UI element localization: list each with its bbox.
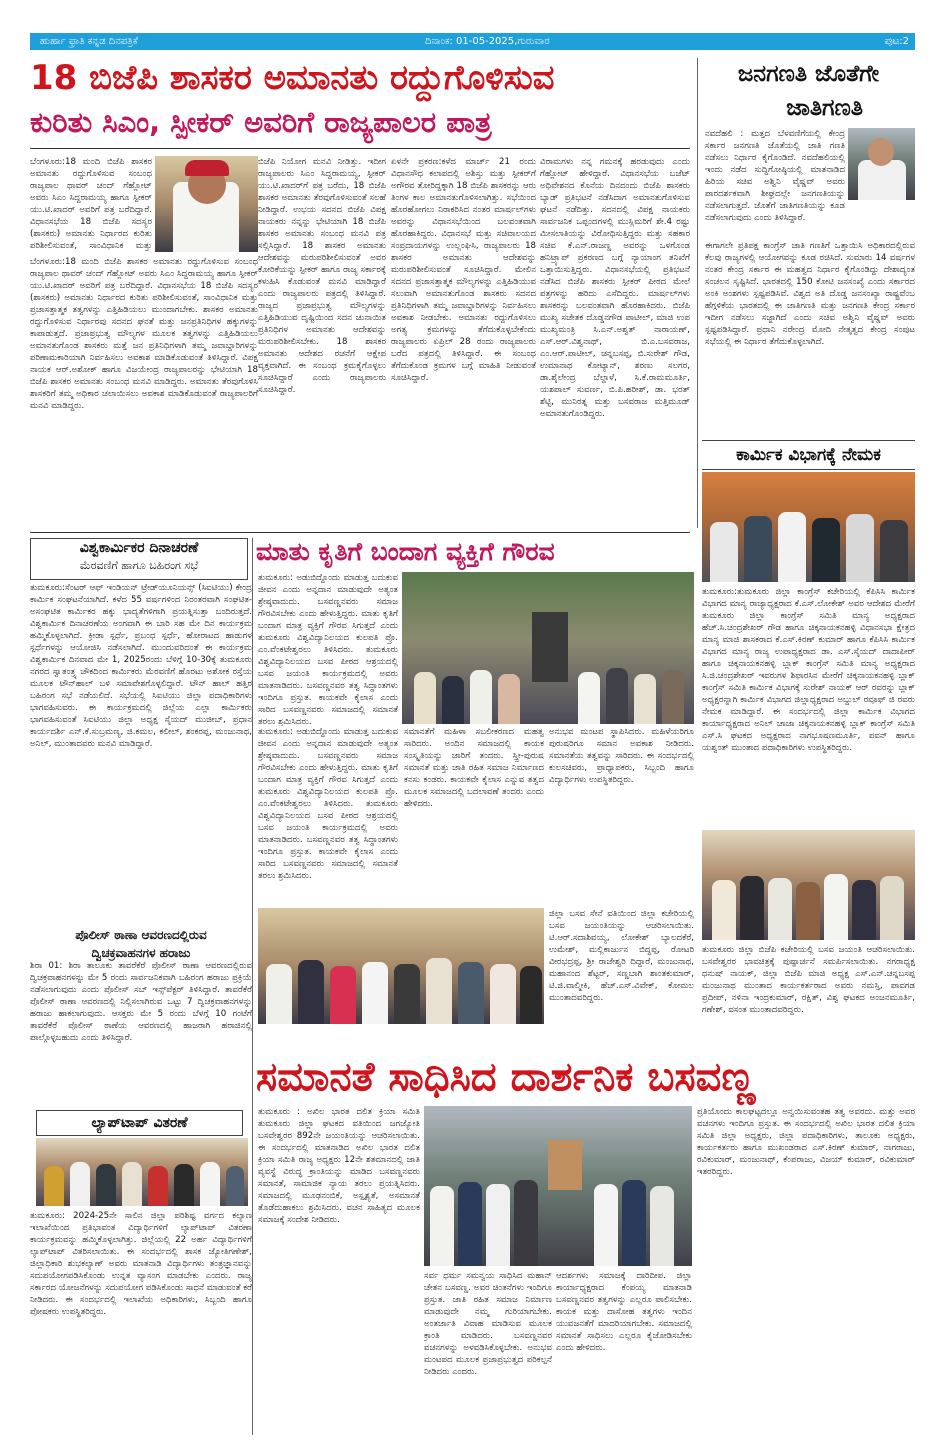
dignity-headline: ಮಾತು ಕೃತಿಗೆ ಬಂದಾಗ ವ್ಯಕ್ತಿಗೆ ಗೌರವ bbox=[256, 537, 555, 566]
laptop-headline: ಲ್ಯಾಪ್‌ಟಾಪ್ ವಿತರಣೆ bbox=[91, 1115, 188, 1131]
main-story-col1: ಬೆಂಗಳೂರು:18 ಮಂದಿ ಬಿಜೆಪಿ ಶಾಸಕರ ಅಮಾನತು ರದ್ದುಗೊಳಿಸುವ ಸಂಬಂಧ ರಾಜ್ಯಪಾಲ ಥಾವರ್ ಚಂದ್ ಗೆಹ್ಲೋಟ್ ಅವರು ಸಿಎಂ ಸಿದ್ದರಾಮಯ್ಯ ಹಾಗೂ ಸ್ಪೀಕರ್ ಯು.ಟಿ.ಖಾದರ್ ಅವರಿಗೆ ಪತ್ರ ಬರೆದಿದ್ದಾರೆ. ವಿಧಾನಸಭೆಯ 18 ಬಿಜೆಪಿ ಸದಸ್ಯರ (ಶಾಸಕರು) ಅಮಾನತು ನಿರ್ಧಾರದ ಕುರಿತು ಪರಿಶೀಲಿಸುವಂತೆ, ಸಾಂವಿಧಾನಿಕ ಮತ್ತು ಪ್ರಜಾಸತ್ತಾತ್ಮಕ ತತ್ವಗಳನ್ನು ಎತ್ತಿಹಿಡಿಯಲು ಮುಂದಾಗಬೇಕು. ಶಾಸಕರ ಅಮಾನತು ರದ್ದುಗೊಳಿಸುವ ನಿರ್ಧಾರವು ಸದನದ ಘನತೆ ಮತ್ತು ಜನಪ್ರತಿನಿಧಿಗಳ ಹಕ್ಕುಗಳನ್ನು ಕಾಪಾಡುತ್ತದೆ. ಪ್ರಜಾಪ್ರಭುತ್ವ ಮೌಲ್ಯಗಳ ಮೂಲಕ ತತ್ವಗಳನ್ನು ಎತ್ತಿಹಿಡಿಯಲು ಅಮಾನತುಗೊಂಡ ಶಾಸಕರು ಮತ್ತೆ ಜನ ಪ್ರತಿನಿಧಿಗಳಾಗಿ ತಮ್ಮ ಜವಾಬ್ದಾರಿಗಳನ್ನು ಪರಿಣಾಮಕಾರಿಯಾಗಿ ನಿರ್ವಹಿಸಲು ಅವಕಾಶ ಮಾಡಿಕೊಡುವಂತೆ ತಿಳಿಸಿದ್ದಾರೆ. ವಿಪಕ್ಷ ನಾಯಕ ಆರ್.ಅಶೋಕ್ ಹಾಗೂ ವಿಜಯೇಂದ್ರ ರಾಜ್ಯಪಾಲರನ್ನು ಭೇಟಿಯಾಗಿ 18 ಬಿಜೆಪಿ ಶಾಸಕರ ಅಮಾನತು ಸಂಬಂಧ ಮನವಿ ಮಾಡಿದ್ದರು. ಅಮಾನತು ತೆರವುಗೊಳಿಸಿ ಶಾಸಕರಿಗೆ ತಮ್ಮ ಅಧಿಕಾರ ಚಲಾಯಿಸಲು ಅವಕಾಶ ಮಾಡಿಕೊಡುವಂತೆ ರಾಜ್ಯಪಾಲರಿಗೆ ಮನವಿ ಮಾಡಿದ್ದರು. bbox=[30, 257, 258, 411]
laptop-distribution-photo bbox=[36, 1138, 248, 1206]
laptop-body: ತುಮಕೂರು: 2024-25ನೇ ಸಾಲಿನ ಜಿಲ್ಲಾ ಪರಿಶಿಷ್ಟ ವರ್ಗದ ಕಲ್ಯಾಣ ಇಲಾಖೆಯಿಂದ ಪ್ರತಿಭಾವಂತ ವಿದ್ಯಾರ್ಥಿಗಳಿಗೆ ಲ್ಯಾಪ್‌ಟಾಪ್ ವಿತರಣಾ ಕಾರ್ಯಕ್ರಮವನ್ನು ಹಮ್ಮಿಕೊಳ್ಳಲಾಗಿತ್ತು. ಜಿಲ್ಲೆಯಲ್ಲಿ 22 ಅರ್ಹ ವಿದ್ಯಾರ್ಥಿಗಳಿಗೆ ಲ್ಯಾಪ್‌ಟಾಪ್ ವಿತರಿಸಲಾಯಿತು. ಈ ಸಂದರ್ಭದಲ್ಲಿ ಶಾಸಕ ಜ್ಯೋತಿಗಣೇಶ್, ಜಿಲ್ಲಾಧಿಕಾರಿ ಶುಭಕಲ್ಯಾಣ್ ಅವರು ಮಾತನಾಡಿ ವಿದ್ಯಾರ್ಥಿಗಳು ತಂತ್ರಜ್ಞಾನವನ್ನು ಸದುಪಯೋಗಪಡಿಸಿಕೊಂಡು ಉನ್ನತ ವ್ಯಾಸಂಗ ಮಾಡಬೇಕು ಎಂದರು. ರಾಜ್ಯ ಸರ್ಕಾರದ ಯೋಜನೆಗಳನ್ನು ಸದುಪಯೋಗ ಪಡಿಸಿಕೊಂಡು ಸಾಧನೆ ಮಾಡುವಂತೆ ಕರೆ ನೀಡಿದರು. ಈ ಸಂದರ್ಭದಲ್ಲಿ ಇಲಾಖೆಯ ಅಧಿಕಾರಿಗಳು, ಸಿಬ್ಬಂದಿ ಹಾಗೂ ಪೋಷಕರು ಉಪಸ್ಥಿತರಿದ್ದರು. bbox=[30, 1211, 252, 1317]
basava-sene-caption: ಜಿಲ್ಲಾ ಬಸವ ಸೇನೆ ವತಿಯಿಂದ ಜಿಲ್ಲಾ ಕಚೇರಿಯಲ್ಲಿ ಬಸವ ಜಯಂತಿಯನ್ನು ಆಚರಿಸಲಾಯಿತು. ಟಿ.ಆರ್.ಸದಾಶಿವಯ್ಯ, ಲೋಕೇಶ್ ಬ್ಯಾಲದಕೆರೆ, ಉಮೇಶ್, ಮಲ್ಲಿಕಾರ್ಜುನ ಬಿದ್ದಪ್ಪ, ರೋಟರಿ ವೀರಭದ್ರಪ್ಪ, ಶ್ರೀ ರಾಜೇಶ್ವರಿ ದಿದ್ದಾರೆ, ಮಂಜುನಾಥ, ಮಹಾನಂದ ಶೆಟ್ಟರ್, ಸಣ್ಣಬಾಗಿ ಶಾಂತಕುಮಾರ್, ಟಿ.ಜಿ.ವಾಲ್ಮೀಕಿ, ಹೆಚ್.ಎಸ್.ವಿವೇಕ್, ಕೋಮಲ ಮುಂತಾದವರಿದ್ದರು. bbox=[549, 909, 694, 1003]
vishwakarma-headline-line2: ಮೆರವಣಿಗೆ ಹಾಗೂ ಬಹಿರಂಗ ಸಭೆ bbox=[79, 559, 199, 572]
vishwakarma-headline-box bbox=[30, 538, 248, 580]
issue-date: ದಿನಾಂಕ: 01-05-2025,ಗುರುವಾರ bbox=[425, 36, 550, 47]
newspaper-name: ಹುರ್ಹಾ ಫ್ರಾತಿ ಕನ್ನಡ ದಿನಪತ್ರಿಕೆ bbox=[40, 36, 138, 47]
basava-sene-photo bbox=[258, 908, 544, 1024]
appointment-body: ತುಮಕೂರು:ತುಮಕೂರು ಜಿಲ್ಲಾ ಕಾಂಗ್ರೆಸ್ ಕಚೇರಿಯಲ್ಲಿ ಕೆಪಿಸಿಸಿ ಕಾರ್ಮಿಕ ವಿಭಾಗದ ಮಾನ್ಯ ರಾಜ್ಯಾಧ್ಯಕ್ಷರಾದ ಕೆ.ಎಸ್.ಲೋಕೇಶ್ ಅವರ ಆದೇಶದ ಮೇರೆಗೆ ತುಮಕೂರು ಜಿಲ್ಲಾ ಕಾಂಗ್ರೆಸ್ ಸಮಿತಿ ಮಾನ್ಯ ಅಧ್ಯಕ್ಷರಾದ ಹೆಚ್.ಸಿ.ಚಂದ್ರಶೇಖರ್ ಗೌಡ ಹಾಗೂ ಚಿಕ್ಕನಾಯಕನಹಳ್ಳಿ ವಿಧಾನಸಭಾ ಕ್ಷೇತ್ರದ ಮಾನ್ಯ ಮಾಜಿ ಶಾಸಕರಾದ ಕೆ.ಎಸ್.ಕಿರಣ್ ಕುಮಾರ್ ಹಾಗೂ ಕೆಪಿಸಿಸಿ ಕಾರ್ಮಿಕ ವಿಭಾಗದ ಮಾನ್ಯ ರಾಜ್ಯ ಉಪಾಧ್ಯಕ್ಷರಾದ ಡಾ. ಎಸ್.ಸೈಯದ್ ದಾದಾಪೀರ್ ಹಾಗೂ ಚಿಕ್ಕನಾಯಕನಹಳ್ಳಿ ಬ್ಲಾಕ್ ಕಾಂಗ್ರೆಸ್ ಸಮಿತಿ ಮಾನ್ಯ ಅಧ್ಯಕ್ಷರಾದ ಸಿ.ಜಿ.ಚಂದ್ರಶೇಖರ್ ಇವರುಗಳ ಶಿಫಾರಸಿನ ಮೇರೆಗೆ ಚಿಕ್ಕನಾಯಕನಹಳ್ಳಿ ಬ್ಲಾಕ್ ಕಾಂಗ್ರೆಸ್ ಸಮಿತಿ ಕಾರ್ಮಿಕ ವಿಭಾಗಕ್ಕೆ ಸುರೇಶ್ ನಾಯಕ್ ಆರ್ ರವರನ್ನು ಬ್ಲಾಕ್ ಅಧ್ಯಕ್ಷರನ್ನಾಗಿ ಕಾರ್ಮಿಕ ವಿಭಾಗದ ಜಿಲ್ಲಾಧ್ಯಕ್ಷರಾದ ಅಬ್ದುಲ್ ರವೂಫ್ ಜಿ ರವರು ನೇಮಕ ಮಾಡಿದ್ದಾರೆ. ಈ ಸಂದರ್ಭದಲ್ಲಿ ಜಿಲ್ಲಾ ಕಾರ್ಮಿಕ ವಿಭಾಗದ ಕಾರ್ಯಾಧ್ಯಕ್ಷರಾದ ಅನಿಲ್ ಚಾಜಾ ಚಿಕ್ಕನಾಯಕನಹಳ್ಳಿ ಬ್ಲಾಕ್ ಕಾಂಗ್ರೆಸ್ ಸಮಿತಿ ಎಸ್.ಸಿ ಘಟಕದ ಅಧ್ಯಕ್ಷರಾದ ನಾಗಭೂಷಣಮೂರ್ತಿ, ಪವನ್ ಹಾಗೂ ಯಶ್ವಂತ್ ಮುಂತಾದ ಪದಾಧಿಕಾರಿಗಳು ಉಪಸ್ಥಿತರಿದ್ದರು. bbox=[702, 587, 915, 753]
appointment-headline: ಕಾರ್ಮಿಕ ವಿಭಾಗಕ್ಕೆ ನೇಮಕ bbox=[736, 445, 881, 465]
police-headline-line1: ಪೊಲೀಸ್ ಠಾಣಾ ಆವರಣದಲ್ಲಿರುವ bbox=[75, 928, 207, 942]
census-body: ಈಗಾಗಲೇ ಪ್ರತಿಪಕ್ಷ ಕಾಂಗ್ರೆಸ್ ಜಾತಿ ಗಣತಿಗೆ ಒತ್ತಾಯಿಸಿ ಅಧಿಕಾರದಲ್ಲಿರುವ ಕೆಲವು ರಾಜ್ಯಗಳಲ್ಲಿ ಆಯೋಗವನ್ನು ಕೂಡ ರಚಿಸಿದೆ. ಸುಮಾರು 14 ವರ್ಷಗಳ ನಂತರ ಕೇಂದ್ರ ಸರ್ಕಾರ ಈ ಮಹತ್ವದ ನಿರ್ಧಾರ ಕೈಗೊಂಡಿದ್ದು ದೇಶಾದ್ಯಂತ ಸಂಚಲನ ಸೃಷ್ಟಿಸಿದೆ. ಭಾರತದಲ್ಲಿ 150 ಕೋಟಿ ಜನಸಂಖ್ಯೆ ಎಂದು ಸರ್ಕಾರದ ಅಂಕಿ ಅಂಶಗಳು ಸ್ಪಷ್ಟಪಡಿಸಿವೆ. ವಿಶ್ವದ ಅತಿ ದೊಡ್ಡ ಜನಸಂಖ್ಯಾ ರಾಷ್ಟ್ರವೆಂಬ ಹೆಗ್ಗಳಿಕೆಯ ಭಾರತದಲ್ಲಿ ಈ ಜಾತಿಗಣತಿ ಮತ್ತು ಜನಗಣತಿ ಕೇಂದ್ರ ಸರ್ಕಾರ ಇದೀಗ ನಡೆಸಲು ಸಜ್ಜಾಗಿದೆ ಎಂದು ಸಚಿವ ಅಶ್ವಿನಿ ವೈಷ್ಣವ್ ಅವರು ಸ್ಪಷ್ಟಪಡಿಸಿದ್ದಾರೆ. ಪ್ರಧಾನಿ ನರೇಂದ್ರ ಮೋದಿ ನೇತೃತ್ವದ ಕೇಂದ್ರ ಸಂಪುಟ ಸಭೆಯಲ್ಲಿ ಈ ನಿರ್ಧಾರ ತೆಗೆದುಕೊಳ್ಳಲಾಗಿದೆ. bbox=[705, 241, 915, 347]
dignity-col1-cont: ತುಮಕೂರು: ಅಡುಬಿದ್ದೊಂದು ಮಾಡುತ್ತ ಬದುಕುವ ಜೀವನ ಎಂದು ಅನ್ನದಾನ ಮಾಡುವುದೇ ಅತ್ಯಂತ ಶ್ರೇಷ್ಠವಾದುದು. ಬಸವಣ್ಣನವರು ಸಮಾಜ ಗೌರವಿಸಬೇಕು ಎಂದು ಹೇಳುತ್ತಿದ್ದರು. ಮಾತು ಕೃತಿಗೆ ಬಂದಾಗ ಮಾತ್ರ ವ್ಯಕ್ತಿಗೆ ಗೌರವ ಸಿಗುತ್ತದೆ ಎಂದು ತುಮಕೂರು ವಿಶ್ವವಿದ್ಯಾನಿಲಯದ ಕುಲಪತಿ ಪ್ರೊ. ಎಂ.ವೆಂಕಟೇಶ್ವರಲು ತಿಳಿಸಿದರು. ತುಮಕೂರು ವಿಶ್ವವಿದ್ಯಾನಿಲಯದ ಬಸವ ಪೀಠದ ಆಶ್ರಯದಲ್ಲಿ ಬಸವ ಜಯಂತಿ ಕಾರ್ಯಕ್ರಮದಲ್ಲಿ ಅವರು ಮಾತನಾಡಿದರು. ಬಸವಣ್ಣನವರ ತತ್ವ ಸಿದ್ಧಾಂತಗಳು ಇಂದಿಗೂ ಪ್ರಸ್ತುತ. ಕಾಯಕವೇ ಕೈಲಾಸ ಎಂದು ಸಾರಿದ ಬಸವಣ್ಣನವರು ಸಮಾಜದಲ್ಲಿ ಸಮಾನತೆ ತರಲು ಶ್ರಮಿಸಿದರು. bbox=[258, 727, 398, 881]
police-headline-box bbox=[30, 926, 252, 960]
appointment-photo bbox=[702, 472, 915, 582]
dignity-col2: ಸಮಾನತೆಗೆ ಮಹಿಳಾ ಸಬಲೀಕರಣದ ಮಹತ್ವ ಸಾರಿದರು. ಅಂದಿನ ಸಮಾಜದಲ್ಲಿ ಕಾಯಕ ಸಂಸ್ಕೃತಿಯನ್ನು ಜಾರಿಗೆ ತಂದರು. ಸ್ತ್ರೀ-ಪುರುಷ ಸಮಾನತೆ ಮತ್ತು ಜಾತಿ ರಹಿತ ಸಮಾಜ ನಿರ್ಮಾಣದ ಕನಸು ಕಂಡರು. ಕಾಯಕವೇ ಕೈಲಾಸ ಎನ್ನುವ ತತ್ವದ ಮೂಲಕ ಸಮಾಜದಲ್ಲಿ ಬದಲಾವಣೆ ತಂದರು ಎಂದು ಹೇಳಿದರು. bbox=[404, 727, 544, 809]
basavanna-col2: ಸರ್ವ ಧರ್ಮ ಸಮನ್ವಯ ಸಾಧಿಸಿದ ಮಹಾನ್ ಚೇತನ ಬಸವಣ್ಣ. ಅವರ ಚಿಂತನೆಗಳು ಇಂದಿಗೂ ಪ್ರಸ್ತುತ. ಜಾತಿ ರಹಿತ ಸಮಾಜ ನಿರ್ಮಾಣ ಮಾಡುವುದೇ ನಮ್ಮ ಗುರಿಯಾಗಬೇಕು. ಅಂತರ್ಜಾತಿ ವಿವಾಹ ಮಾಡಿಸುವ ಮೂಲಕ ಕ್ರಾಂತಿ ಮಾಡಿದರು. ಬಸವಣ್ಣನವರ ವಚನಗಳನ್ನು ಅಳವಡಿಸಿಕೊಳ್ಳಬೇಕು. ಅನುಭವ ಮಂಟಪದ ಮೂಲಕ ಪ್ರಜಾಪ್ರಭುತ್ವದ ಪರಿಕಲ್ಪನೆ ನೀಡಿದರು ಎಂದರು. bbox=[424, 1271, 552, 1377]
census-headline-line2: ಜಾತಿಗಣತಿ bbox=[786, 95, 863, 121]
dignity-col3: ಅನುಭವ ಮಂಟಪ ಸ್ಥಾಪಿಸಿದರು. ಮಹಿಳೆಯರಿಗೂ ಪುರುಷರಿಗೂ ಸಮಾನ ಅವಕಾಶ ನೀಡಿದರು. ಸಮಾನತೆಯ ತತ್ವವನ್ನು ಸಾರಿದರು. ಈ ಸಂದರ್ಭದಲ್ಲಿ ಕುಲಸಚಿವರು, ಪ್ರಾಧ್ಯಾಪಕರು, ಸಿಬ್ಬಂದಿ ಹಾಗೂ ವಿದ್ಯಾರ್ಥಿಗಳು ಉಪಸ್ಥಿತರಿದ್ದರು. bbox=[549, 727, 694, 785]
vishwakarma-headline-line1: ವಿಶ್ವಕಾರ್ಮಿಕರ ದಿನಾಚರಣೆ bbox=[79, 540, 199, 556]
basavanna-col4: ಪ್ರತಿಯೊಂದು ಕಾಲಘಟ್ಟದಲ್ಲೂ ಅನ್ವಯಿಸುವಂತಹ ತತ್ವ ಅವರದು. ಮತ್ತು ಅವರ ವಚನಗಳು ಇಂದಿಗೂ ಪ್ರಸ್ತುತ. ಈ ಸಂದರ್ಭದಲ್ಲಿ ಅಖಿಲ ಭಾರತ ದಲಿತ ಕ್ರಿಯಾ ಸಮಿತಿ ಜಿಲ್ಲಾ ಅಧ್ಯಕ್ಷರು, ಜಿಲ್ಲಾ ಪದಾಧಿಕಾರಿಗಳು, ತಾಲೂಕು ಅಧ್ಯಕ್ಷರು, ಕಾರ್ಯಕರ್ತರು ಹಾಗೂ ಮುಖಂಡರಾದ ಎಸ್.ಕಿರಣ್ ಕುಮಾರ್, ನಾಗರಾಜು, ರವಿಕುಮಾರ್, ಮಂಜುನಾಥ್, ಕೆಂಪರಾಜು, ವಿಜಯ್ ಕುಮಾರ್, ರವಿಕುಮಾರ್ ಇತರರಿದ್ದರು. bbox=[697, 1107, 915, 1177]
census-intro: ನವದೆಹಲಿ : ಮತ್ತದ ಬೆಳವಣಿಗೆಯಲ್ಲಿ ಕೇಂದ್ರ ಸರ್ಕಾರ ಜನಗಣತಿ ಜೊತೆಯಲ್ಲಿ ಜಾತಿ ಗಣತಿ ನಡೆಸಲು ನಿರ್ಧಾರ ಕೈಗೊಂಡಿದೆ. ನವದೆಹಲಿಯಲ್ಲಿ ಇಂದು ನಡೆದ ಸುದ್ದಿಗೋಷ್ಠಿಯಲ್ಲಿ ಮಾತನಾಡಿದ ಹಿರಿಯ ಸಚಿವ ಅಶ್ವಿನಿ ವೈಷ್ಣವ್ ಅವರು ಪಾರದರ್ಶಕವಾಗಿ ಶೀಘ್ರದಲ್ಲೇ ಜನಗಣತಿಯನ್ನು ನಡೆಸಲಾಗುತ್ತದೆ. ಜೊತೆಗೆ ಜಾತಿಗಣತಿಯನ್ನು ಕೂಡ ನಡೆಸಲಾಗುವುದು ಎಂದು ತಿಳಿಸಿದ್ದಾರೆ. bbox=[705, 129, 845, 223]
column-divider bbox=[252, 538, 253, 1435]
page-number: ಪುಟ:2 bbox=[884, 36, 909, 47]
census-headline-line1: ಜನಗಣತಿ ಜೊತೆಗೇ bbox=[737, 61, 880, 87]
main-headline-line2: ಕುರಿತು ಸಿಎಂ, ಸ್ಪೀಕರ್ ಅವರಿಗೆ ರಾಜ್ಯಪಾಲರ ಪಾತ್ರ bbox=[30, 105, 492, 139]
bjp-basava-jayanti-photo bbox=[702, 830, 915, 940]
basavanna-col1: ತುಮಕೂರು : ಅಖಿಲ ಭಾರತ ದಲಿತ ಕ್ರಿಯಾ ಸಮಿತಿ ತುಮಕೂರು ಜಿಲ್ಲಾ ಘಟಕದ ವತಿಯಿಂದ ಜಗಜ್ಯೋತಿ ಬಸವೇಶ್ವರರ 892ನೇ ಜಯಂತಿಯನ್ನು ಆಚರಿಸಲಾಯಿತು. ಈ ಸಂದರ್ಭದಲ್ಲಿ ಮಾತನಾಡಿದ ಅಖಿಲ ಭಾರತ ದಲಿತ ಕ್ರಿಯಾ ಸಮಿತಿ ರಾಜ್ಯ ಅಧ್ಯಕ್ಷರು 12ನೇ ಶತಮಾನದಲ್ಲಿ ಜಾತಿ ವ್ಯವಸ್ಥೆ ವಿರುದ್ಧ ಕ್ರಾಂತಿಯನ್ನು ಮಾಡಿದ ಬಸವಣ್ಣನವರು ಸಮಾನತೆ, ಸಾಮಾಜಿಕ ನ್ಯಾಯ ತರಲು ಪ್ರಯತ್ನಿಸಿದರು. ಸಮಾಜದಲ್ಲಿ ಮೂಢನಂಬಿಕೆ, ಅಸ್ಪೃಶ್ಯತೆ, ಅಸಮಾನತೆ ತೊಡೆದುಹಾಕಲು ಶ್ರಮಿಸಿದರು. ವಚನ ಸಾಹಿತ್ಯದ ಮೂಲಕ ಸಮಾಜಕ್ಕೆ ಸಂದೇಶ ನೀಡಿದರು. bbox=[258, 1107, 420, 1225]
bjp-basava-jayanti-caption: ತುಮಕೂರು ಜಿಲ್ಲಾ ಬಿಜೆಪಿ ಕಚೇರಿಯಲ್ಲಿ ಬಸವ ಜಯಂತಿ ಆಚರಿಸಲಾಯಿತು. ಬಸವೇಶ್ವರರ ಭಾವಚಿತ್ರಕ್ಕೆ ಪುಷ್ಪಾರ್ಚನೆ ಸಮರ್ಪಿಸಲಾಯಿತು. ನಗರಾಧ್ಯಕ್ಷ ಧನುಷ್ ನಾಯಕ್, ಜಿಲ್ಲಾ ಬಿಜೆಪಿ ಮಾಜಿ ಅಧ್ಯಕ್ಷ ಎಸ್.ಎನ್.ಚನ್ನಬಸಪ್ಪ ಮಂಜುನಾಥ ಮುಂತಾದ ಕಾರ್ಯಕರ್ತರಾದ ಅವರು ನಮಸ್ತಿ, ಪಾವಗಡ ಪ್ರದೀಪ್, ನಳಿನಾ ಇಂದ್ರಕುಮಾರ್, ರಕ್ಷಿತ್, ವಿಶ್ವ ಘಟಕದ ಅಂಜನಮೂರ್ತಿ, ಗಣೇಶ್, ವಸಂತ ಮುಂತಾದವರಿದ್ದರು. bbox=[702, 945, 915, 1015]
page-header-bar bbox=[30, 33, 915, 50]
police-body: ಶಿರಾ 01: ಶಿರಾ ತಾಲೂಕು ತಾವರೆಕೆರೆ ಪೊಲೀಸ್ ಠಾಣಾ ಆವರಣದಲ್ಲಿರುವ ದ್ವಿಚಕ್ರವಾಹನಗಳನ್ನು ಮೇ 5 ರಂದು ಸಾರ್ವಜನಿಕವಾಗಿ ಬಹಿರಂಗ ಹರಾಜು ಪ್ರಕ್ರಿಯೆ ನಡೆಸಲಾಗುವುದು ಎಂದು ಪೊಲೀಸ್ ಸಬ್ ಇನ್ಸ್‌ಪೆಕ್ಟರ್ ತಿಳಿಸಿದ್ದಾರೆ. ತಾವರೆಕೆರೆ ಪೊಲೀಸ್ ಠಾಣಾ ಆವರಣದಲ್ಲಿ ನಿಲ್ಲಿಸಲಾಗಿರುವ ಒಟ್ಟು 7 ದ್ವಿಚಕ್ರವಾಹನಗಳನ್ನು ಹರಾಜು ಹಾಕಲಾಗುವುದು. ಆಸಕ್ತರು ಮೇ 5 ರಂದು ಬೆಳಗ್ಗೆ 10 ಗಂಟೆಗೆ ತಾವರೆಕೆರೆ ಪೊಲೀಸ್ ಠಾಣೆಯ ಆವರಣದಲ್ಲಿ ಹಾಜರಾಗಿ ಹರಾಜಿನಲ್ಲಿ ಪಾಲ್ಗೊಳ್ಳಬಹುದು ಎಂದು ತಿಳಿಸಿದ್ದಾರೆ. bbox=[30, 961, 252, 1043]
divider bbox=[30, 532, 690, 533]
basavanna-group-photo bbox=[424, 1106, 692, 1266]
main-story-col1-top: ಬೆಂಗಳೂರು:18 ಮಂದಿ ಬಿಜೆಪಿ ಶಾಸಕರ ಅಮಾನತು ರದ್ದುಗೊಳಿಸುವ ಸಂಬಂಧ ರಾಜ್ಯಪಾಲ ಥಾವರ್ ಚಂದ್ ಗೆಹ್ಲೋಟ್ ಅವರು ಸಿಎಂ ಸಿದ್ದರಾಮಯ್ಯ ಹಾಗೂ ಸ್ಪೀಕರ್ ಯು.ಟಿ.ಖಾದರ್ ಅವರಿಗೆ ಪತ್ರ ಬರೆದಿದ್ದಾರೆ. ವಿಧಾನಸಭೆಯ 18 ಬಿಜೆಪಿ ಸದಸ್ಯರ (ಶಾಸಕರು) ಅಮಾನತು ನಿರ್ಧಾರದ ಕುರಿತು ಪರಿಶೀಲಿಸುವಂತೆ, ಸಾಂವಿಧಾನಿಕ ಮತ್ತು bbox=[30, 157, 152, 251]
main-headline-line1: 18 ಬಿಜೆಪಿ ಶಾಸಕರ ಅಮಾನತು ರದ್ದುಗೊಳಿಸುವ bbox=[30, 58, 555, 98]
main-story-col3: ಏಳನೇ ಪ್ರಕರಣ:ಕಳೆದ ಮಾರ್ಚ್ 21 ರಂದು ವಿಧಾನಸೌಧ ಕಲಾಪದಲ್ಲಿ ಅಶಿಸ್ತು ಮತ್ತು ಸ್ಪೀಕರ್‌ಗೆ ಅಗೌರವ ತೋರಿದ್ದಕ್ಕಾಗಿ 18 ಬಿಜೆಪಿ ಶಾಸಕರನ್ನು ಆರು ತಿಂಗಳ ಕಾಲ ಅಮಾನತುಗೊಳಿಸಲಾಗಿತ್ತು. ಸಭೆಯಿಂದ ಹೊರಹೋಗಲು ನಿರಾಕರಿಸಿದ ನಂತರ ಮಾರ್ಷಲ್‌ಗಳು ಅವರನ್ನು ವಿಧಾನಸಭೆಯಿಂದ ಬಲವಂತವಾಗಿ ಹೊರಹಾಕಿದ್ದರು. ವಿಧಾನಸಭೆ ಮತ್ತು ಸಚಿವಾಲಯದ ಸಂಪ್ರದಾಯಗಳನ್ನು ಉಲ್ಲಂಘಿಸಿ, ರಾಜ್ಯಪಾಲರು 18 ಶಾಸಕರ ಅಮಾನತು ಆದೇಶವನ್ನು ಮರುಪರಿಶೀಲಿಸುವಂತೆ ಸೂಚಿಸಿದ್ದಾರೆ. ಮೇಲಿನ ಸದನದ ಪ್ರಜಾಸತ್ತಾತ್ಮಕ ಮೌಲ್ಯಗಳನ್ನು ಎತ್ತಿಹಿಡಿಯುವ ಸಲುವಾಗಿ ಅಮಾನತುಗೊಂಡ ಶಾಸಕರು ಸದನದ ಪ್ರತಿನಿಧಿಗಳಾಗಿ ತಮ್ಮ ಜವಾಬ್ದಾರಿಗಳನ್ನು ನಿರ್ವಹಿಸಲು ಅವಕಾಶ ನೀಡಬೇಕು. ಅಮಾನತು ರದ್ದುಗೊಳಿಸಲು ಅಗತ್ಯ ಕ್ರಮಗಳನ್ನು ತೆಗೆದುಕೊಳ್ಳಬೇಕೆಂದು ರಾಜ್ಯಪಾಲರು ಏಪ್ರಿಲ್ 28 ರಂದು ರಾಜ್ಯಪಾಲರು ಬರೆದ ಪತ್ರದಲ್ಲಿ ತಿಳಿಸಿದ್ದಾರೆ. ಈ ಸಂಬಂಧ ತೆಗೆದುಕೊಂಡ ಕ್ರಮಗಳ ಬಗ್ಗೆ ಮಾಹಿತಿ ನೀಡುವಂತೆ ಸೂಚಿಸಿದ್ದಾರೆ. bbox=[391, 157, 536, 383]
vishwakarma-body: ತುಮಕೂರು:ಸೆಂಟರ್ ಆಫ್ ಇಂಡಿಯನ್ ಟ್ರೇಡ್‌ಯೂನಿಯನ್ಸ್ (ಸಿಐಟಿಯು) ಕೇಂದ್ರ ಕಾರ್ಮಿಕ ಸಂಘಟನೆಯಾಗಿದೆ. ಕಳೆದ 55 ವರ್ಷಗಳಿಂದ ನಿರಂತರವಾಗಿ ಸಂಘಟಿತ-ಅಸಂಘಟಿತ ಕಾರ್ಮಿಕರ ಹಕ್ಕು ಭಾದ್ಯತೆಗಳಿಗಾಗಿ ಪ್ರಯತ್ನಿಸುತ್ತಾ ಬಂದಿರುತ್ತದೆ. ವಿಶ್ವಕಾರ್ಮಿಕ ದಿನಾಚರಣೆಯ ಅಂಗವಾಗಿ ಈ ಬಾರಿ ಸಹ ಮೇ ದಿನ ಕಾರ್ಯಕ್ರಮ ಹಮ್ಮಿಕೊಳ್ಳಲಾಗಿದೆ. ಕ್ರೀಡಾ ಸ್ಪರ್ಧೆ, ಪ್ರಬಂಧ ಸ್ಪರ್ಧೆ, ಹೋರಾಟದ ಹಾಡುಗಳ ಸ್ಪರ್ಧೆಗಳನ್ನು ಆಯೋಜಿಸಿ ನಡೆಸಲಾಗಿದೆ. ಮುಂದುವರಿದಂತೆ ಈ ಕಾರ್ಯಕ್ರಮ ವಿಶ್ವಕಾರ್ಮಿಕ ದಿನವಾದ ಮೇ 1, 2025ರಂದು ಬೆಳಿಗ್ಗೆ 10-30ಕ್ಕೆ ತುಮಕೂರು ನಗರದ ಸ್ವಾತಂತ್ರ್ಯ ಚೌಕದಿಂದ ಕಾರ್ಮಿಕರು ಮೆರವಣಿಗೆ ಹೊರಟು ಅಶೋಕ ರಸ್ತೆಯ ಮೂಲಕ ಟೌನ್‌ಹಾಲ್ ಬಳಿ ಸಮಾವೇಶಗೊಳ್ಳಲಿದ್ದಾರೆ. ಟೌನ್ ಹಾಲ್ ಹತ್ತಿರ ಬಹಿರಂಗ ಸಭೆ ನಡೆಯಲಿದೆ. ಸಭೆಯಲ್ಲಿ ಸಿಐಟಿಯು ಜಿಲ್ಲಾ ಪದಾಧಿಕಾರಿಗಳು ಭಾಗವಹಿಸುವರು. ಈ ಕಾರ್ಯಕ್ರಮದಲ್ಲಿ ಜಿಲ್ಲೆಯ ಎಲ್ಲಾ ಕಾರ್ಮಿಕರು ಭಾಗವಹಿಸುವಂತೆ ಸಿಐಟಿಯು ಜಿಲ್ಲಾ ಅಧ್ಯಕ್ಷ ಸೈಯದ್ ಮುಜೀಬ್, ಪ್ರಧಾನ ಕಾರ್ಯದರ್ಶಿ ಎನ್.ಕೆ.ಸುಬ್ರಮಣ್ಯ, ಜಿ.ಕಮಲ, ಕಲೀಲ್, ಶಂಕರಪ್ಪ, ಮಂಜುನಾಥ, ಅನಿಲ್, ಮುಂತಾದವರು ಮನವಿ ಮಾಡಿದ್ದಾರೆ. bbox=[30, 583, 252, 749]
laptop-headline-box bbox=[36, 1110, 243, 1136]
minister-photo bbox=[848, 128, 915, 200]
basavanna-col3: ಆದರ್ಶಗಳು ಸಮಾಜಕ್ಕೆ ದಾರಿದೀಪ. ಜಿಲ್ಲಾ ಕಾರ್ಯಾಧ್ಯಕ್ಷರಾದ ಕೆಂಪಯ್ಯ ಮಾತನಾಡಿ ಬಸವಣ್ಣನವರ ತತ್ವಗಳನ್ನು ಎಲ್ಲರೂ ಪಾಲಿಸಬೇಕು. ಕಾಯಕ ಮತ್ತು ದಾಸೋಹ ತತ್ವಗಳು ಇಂದಿನ ಯುವಜನತೆಗೆ ಮಾದರಿಯಾಗಬೇಕು. ಸಮಾಜದಲ್ಲಿ ಸಮಾನತೆ ಸಾಧಿಸಲು ಎಲ್ಲರೂ ಕೈಜೋಡಿಸಬೇಕು ಎಂದು ಹೇಳಿದರು. bbox=[556, 1271, 692, 1353]
police-headline-line2: ದ್ವಿಚಕ್ರವಾಹನಗಳ ಹರಾಜು bbox=[91, 946, 191, 960]
vc-basava-jayanti-photo bbox=[402, 572, 694, 724]
main-story-col4: ವಿರಾಮಗಳು ನನ್ನ ಗಮನಕ್ಕೆ ಹರಡುವುದು ಎಂದು ಗೆಹ್ಲೋಟ್ ಹೇಳಿದ್ದಾರೆ. ವಿಧಾನಸಭೆಯ ಬಜೆಟ್ ಅಧಿವೇಶನದ ಕೊನೆಯ ದಿನದಂದು ಬಿಜೆಪಿ ಶಾಸಕರು ಬ್ಯಾಡ್ ಪ್ರತಿಭಟನೆ ನಡೆಸಿದಾಗ ಅಮಾನತುಗೊಳಿಸುವ ಘಟನೆ ನಡೆದಿತ್ತು. ಸದನದಲ್ಲಿ ವಿಪಕ್ಷ ನಾಯಕರು ಸಾರ್ವಜನಿಕ ಒಪ್ಪಂದಗಳಲ್ಲಿ ಮುಸ್ಲಿಮರಿಗೆ ಶೇ.4 ರಷ್ಟು ಮೀಸಲಾತಿಯನ್ನು ವಿರೋಧಿಸುತ್ತಿದ್ದರು ಮತ್ತು ಸಹಕಾರ ಸಚಿವ ಕೆ.ಎನ್.ರಾಜಣ್ಣ ಅವರನ್ನು ಒಳಗೊಂಡ ಹನಿಟ್ರ್ಯಾಪ್ ಪ್ರಕರಣದ ಬಗ್ಗೆ ನ್ಯಾಯಾಂಗ ತನಿಖೆಗೆ ಒತ್ತಾಯಿಸುತ್ತಿದ್ದರು. ವಿಧಾನಸಭೆಯಲ್ಲಿ ಪ್ರತಿಭಟನೆ ನಡೆಸಿದ ಬಿಜೆಪಿ ಶಾಸಕರು ಸ್ಪೀಕರ್ ಪೀಠದ ಮೇಲೆ ಪತ್ರಗಳನ್ನು ಹರಿದು ಎಸೆದಿದ್ದರು. ಮಾರ್ಷಲ್‌ಗಳು ಶಾಸಕರನ್ನು ಬಲವಂತವಾಗಿ ಹೊರಹಾಕಿದರು. ಬಿಜೆಪಿ ಮುಖ್ಯ ಸಚೇತಕ ದೊಡ್ಡನಗೌಡ ಪಾಟೀಲ್, ಮಾಜಿ ಉಪ ಮುಖ್ಯಮಂತ್ರಿ ಸಿ.ಎನ್.ಅಶ್ವತ್ ನಾರಾಯಣ್, ಎಸ್.ಆರ್.ವಿಶ್ವನಾಥ್, ಬಿ.ಎ.ಬಸವರಾಜ, ಎಂ.ಆರ್.ಪಾಟೀಲ್, ಚನ್ನಬಸಪ್ಪ, ಬಿ.ಸುರೇಶ್ ಗೌಡ, ಉಮಾನಾಥ ಕೋಟ್ಯಾನ್, ಶರಣು ಸಲಗರ, ಡಾ.ಶೈಲೇಂದ್ರ ಬೆಲ್ದಾಳೆ, ಸಿ.ಕೆ.ರಾಮಮೂರ್ತಿ, ಯಶಪಾಲ್ ಸುವರ್ಣ, ಬಿ.ಪಿ.ಹರೀಶ್, ಡಾ. ಭರತ್ ಶೆಟ್ಟಿ, ಮುನಿರತ್ನ ಮತ್ತು ಬಸವರಾಜ ಮತ್ತಿಮೂಡ್ ಅಮಾನತುಗೊಂಡಿದ್ದರು. bbox=[540, 157, 690, 419]
basavanna-headline: ಸಮಾನತೆ ಸಾಧಿಸಿದ ದಾರ್ಶನಿಕ ಬಸವಣ್ಣ bbox=[256, 1054, 756, 1100]
dignity-col1: ತುಮಕೂರು: ಅಡುಬಿದ್ದೊಂದು ಮಾಡುತ್ತ ಬದುಕುವ ಜೀವನ ಎಂದು ಅನ್ನದಾನ ಮಾಡುವುದೇ ಅತ್ಯಂತ ಶ್ರೇಷ್ಠವಾದುದು. ಬಸವಣ್ಣನವರು ಸಮಾಜ ಗೌರವಿಸಬೇಕು ಎಂದು ಹೇಳುತ್ತಿದ್ದರು. ಮಾತು ಕೃತಿಗೆ ಬಂದಾಗ ಮಾತ್ರ ವ್ಯಕ್ತಿಗೆ ಗೌರವ ಸಿಗುತ್ತದೆ ಎಂದು ತುಮಕೂರು ವಿಶ್ವವಿದ್ಯಾನಿಲಯದ ಕುಲಪತಿ ಪ್ರೊ. ಎಂ.ವೆಂಕಟೇಶ್ವರಲು ತಿಳಿಸಿದರು. ತುಮಕೂರು ವಿಶ್ವವಿದ್ಯಾನಿಲಯದ ಬಸವ ಪೀಠದ ಆಶ್ರಯದಲ್ಲಿ ಬಸವ ಜಯಂತಿ ಕಾರ್ಯಕ್ರಮದಲ್ಲಿ ಅವರು ಮಾತನಾಡಿದರು. ಬಸವಣ್ಣನವರ ತತ್ವ ಸಿದ್ಧಾಂತಗಳು ಇಂದಿಗೂ ಪ್ರಸ್ತುತ. ಕಾಯಕವೇ ಕೈಲಾಸ ಎಂದು ಸಾರಿದ ಬಸವಣ್ಣನವರು ಸಮಾಜದಲ್ಲಿ ಸಮಾನತೆ ತರಲು ಶ್ರಮಿಸಿದರು. bbox=[258, 573, 398, 726]
governor-photo bbox=[155, 156, 258, 252]
column-divider bbox=[697, 58, 698, 528]
appointment-headline-box bbox=[702, 440, 915, 470]
divider bbox=[30, 148, 690, 149]
main-story-col2: ಬಿಜೆಪಿ ನಿಯೋಗ ಮನವಿ ನೀಡಿತ್ತು. ಇದೀಗ ರಾಜ್ಯಪಾಲರು ಸಿಎಂ ಸಿದ್ದರಾಮಯ್ಯ, ಸ್ಪೀಕರ್ ಯು.ಟಿ.ಖಾದರ್‌ಗೆ ಪತ್ರ ಬರೆದು, 18 ಬಿಜೆಪಿ ಶಾಸಕರ ಅಮಾನತು ತೆರವುಗೊಳಿಸುವಂತೆ ಸಲಹೆ ನೀಡಿದ್ದಾರೆ. ಉಭಯ ಸದನದ ಬಿಜೆಪಿ ವಿಪಕ್ಷ ನಾಯಕರು ನನ್ನನ್ನು ಭೇಟಿಯಾಗಿ 18 ಬಿಜೆಪಿ ಶಾಸಕರ ಅಮಾನತು ಸಂಬಂಧ ಮನವಿ ಪತ್ರ ಸಲ್ಲಿಸಿದ್ದಾರೆ. 18 ಶಾಸಕರ ಅಮಾನತು ಆದೇಶವನ್ನು ಮರುಪರಿಶೀಲಿಸುವಂತೆ ಅವರ ಕೋರಿಕೆಯನ್ನು ಸ್ಪೀಕರ್ ಹಾಗೂ ರಾಜ್ಯ ಸರ್ಕಾರಕ್ಕೆ ಕಳುಹಿಸಿ ಕೊಡುವಂತೆ ಮನವಿ ಮಾಡಿದ್ದಾರೆ ಎಂದು ರಾಜ್ಯಪಾಲರು ಪತ್ರದಲ್ಲಿ ತಿಳಿಸಿದ್ದಾರೆ. ರಾಜ್ಯದ ಪ್ರಜಾಪ್ರಭುತ್ವ ಮೌಲ್ಯಗಳನ್ನು ಎತ್ತಿಹಿಡಿಯುವ ದೃಷ್ಟಿಯಿಂದ ಸದನ ಚುನಾಯಿತ ಪ್ರತಿನಿಧಿಗಳ ಅಮಾನತು ಆದೇಶವನ್ನು ಮರುಪರಿಶೀಲಿಸಬೇಕು. 18 ಶಾಸಕರ ಅಮಾನತು ಆದೇಶದ ರಚನೆಗೆ ಆಕ್ಷೇಪ ವ್ಯಕ್ತವಾಗಿದೆ. ಈ ಸಂಬಂಧ ಕ್ರಮಕೈಗೊಳ್ಳಲು ಸೂಚಿಸಿದ್ದಾರೆ ಎಂದು ರಾಜ್ಯಪಾಲರು ಸೂಚಿಸಿದ್ದಾರೆ. bbox=[258, 157, 386, 395]
